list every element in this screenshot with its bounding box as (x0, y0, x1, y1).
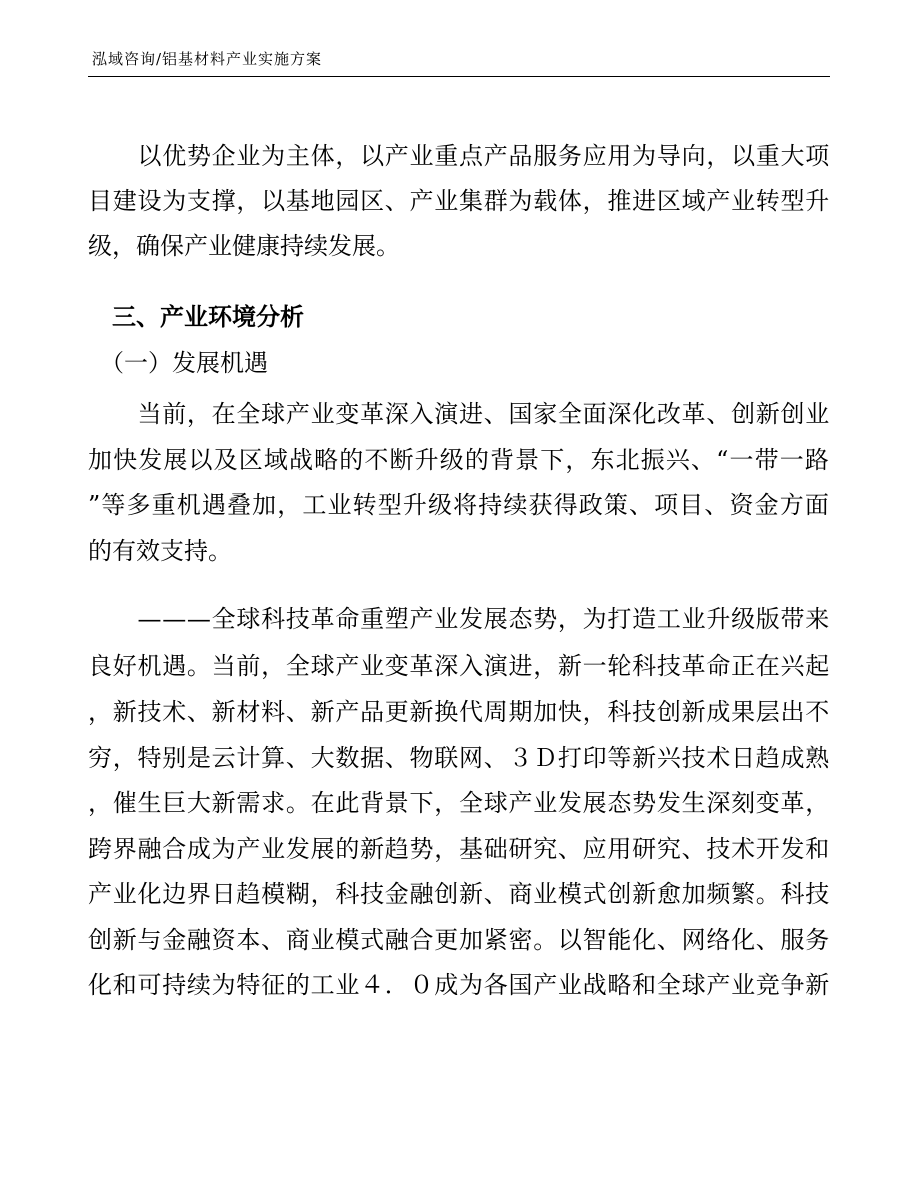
paragraph-line-text: 穷，特别是云计算、大数据、物联网、３Ｄ打印等新兴技术日趋成熟 (88, 744, 830, 772)
paragraph-line (88, 186, 830, 216)
paragraph-line (88, 604, 830, 634)
paragraph-line (88, 925, 830, 955)
paragraph-line-text: 当前，在全球产业变革深入演进、国家全面深化改革、创新创业 (88, 400, 830, 428)
paragraph-line (88, 879, 830, 909)
paragraph-line (88, 445, 830, 475)
paragraph-line-text: 以优势企业为主体，以产业重点产品服务应用为导向，以重大项 (88, 142, 830, 170)
paragraph-line (88, 651, 830, 681)
paragraph-line-text: 跨界融合成为产业发展的新趋势，基础研究、应用研究、技术开发和 (88, 835, 830, 863)
paragraph-line-text: ，催生巨大新需求。在此背景下，全球产业发展态势发生深刻变革， (88, 789, 830, 817)
paragraph-line-text: 良好机遇。当前，全球产业变革深入演进，新一轮科技革命正在兴起 (88, 652, 830, 680)
section-heading (88, 302, 304, 332)
paragraph-line-text: 加快发展以及区域战略的不断升级的背景下，东北振兴、“一带一路 (88, 446, 830, 474)
paragraph-line (88, 231, 400, 261)
paragraph-line (88, 141, 830, 171)
paragraph-line-text: 产业化边界日趋模糊，科技金融创新、商业模式创新愈加频繁。科技 (88, 880, 830, 908)
paragraph-line (88, 536, 232, 566)
sub-heading-text: （一）发展机遇 (88, 349, 268, 377)
paragraph-line-text: ”等多重机遇叠加，工业转型升级将持续获得政策、项目、资金方面 (88, 491, 830, 519)
paragraph-line (88, 743, 830, 773)
paragraph-line (88, 399, 830, 429)
paragraph-line-text: 化和可持续为特征的工业４．０成为各国产业战略和全球产业竞争新 (88, 971, 830, 999)
sub-heading (88, 348, 268, 378)
document-header: 泓域咨询/铝基材料产业实施方案 (92, 50, 323, 68)
paragraph-line (88, 788, 830, 818)
paragraph-line-text: ———全球科技革命重塑产业发展态势，为打造工业升级版带来 (88, 605, 830, 633)
paragraph-line-text: ，新技术、新材料、新产品更新换代周期加快，科技创新成果层出不 (88, 698, 830, 726)
header-divider (88, 76, 830, 77)
paragraph-line-text: 级，确保产业健康持续发展。 (88, 232, 400, 260)
section-heading-text: 三、产业环境分析 (88, 302, 304, 331)
paragraph-line-text: 的有效支持。 (88, 537, 232, 565)
paragraph-line-text: 创新与金融资本、商业模式融合更加紧密。以智能化、网络化、服务 (88, 926, 830, 954)
paragraph-line-text: 目建设为支撑，以基地园区、产业集群为载体，推进区域产业转型升 (88, 187, 830, 215)
paragraph-line (88, 490, 830, 520)
paragraph-line (88, 834, 830, 864)
paragraph-line (88, 970, 830, 1000)
paragraph-line (88, 697, 830, 727)
